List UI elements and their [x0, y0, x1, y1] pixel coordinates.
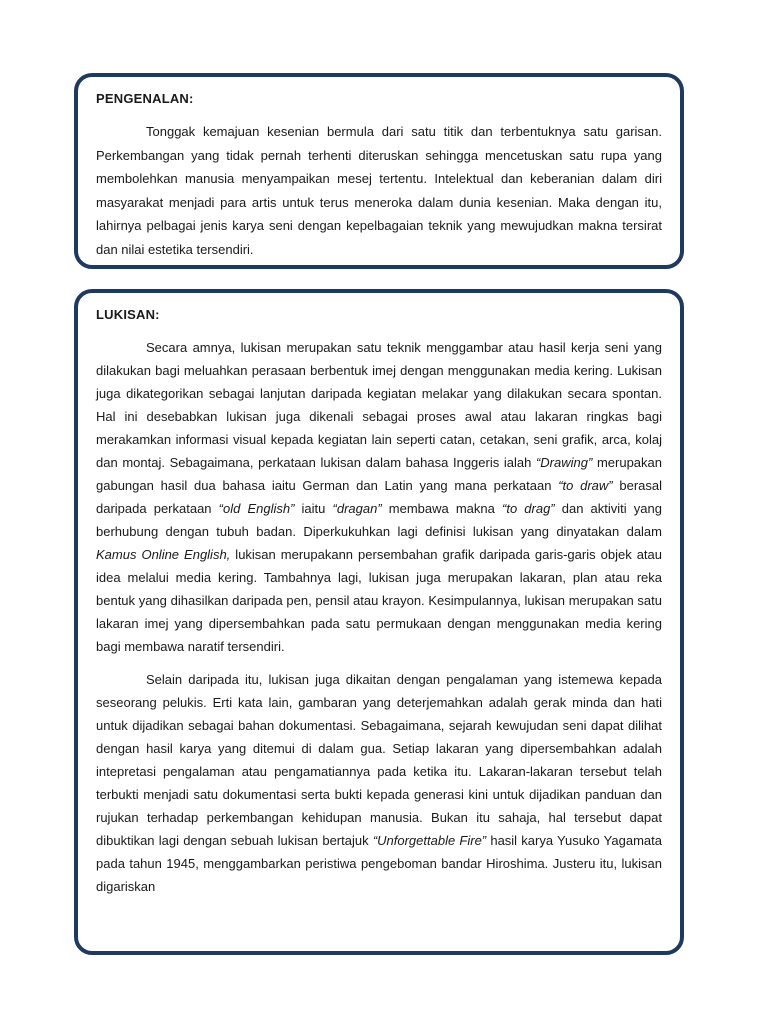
section-heading: PENGENALAN:: [96, 91, 194, 106]
italic-text: “Unforgettable Fire”: [372, 833, 487, 848]
paragraph-text: Secara amnya, lukisan merupakan satu teknik menggambar atau hasil kerja seni yang dilakukan bagi meluahkan perasaan berbentuk imej dengan menggunakan media kering. Lukisan juga dikategorikan sebagai lanjutan daripada kegiatan melakar yang dilakukan secara spontan. Hal ini desebabkan lukisan juga dikenali sebagai proses awal atau lakaran ringkas bagi merakamkan informasi visual kepada kegiatan lain seperti catan, cetakan, seni grafik, arca, kolaj dan montaj. Sebagaimana, perkataan lukisan dalam bahasa Inggeris ialah: [96, 340, 662, 470]
body-paragraph: [96, 668, 662, 898]
section-box-pengenalan: [74, 73, 684, 269]
paragraph-text: merupakan gabungan hasil dua bahasa iaitu German dan Latin yang mana perkataan: [96, 455, 662, 493]
italic-text: “old English”: [218, 501, 295, 516]
section-body: [96, 120, 662, 261]
body-paragraph: [96, 336, 662, 658]
paragraph-text: lukisan merupakann persembahan grafik daripada garis-garis objek atau idea melalui media kering. Tambahnya lagi, lukisan juga merupakan lakaran, plan atau reka bentuk yang dihasilkan daripada pen, pensil atau krayon. Kesimpulannya, lukisan merupakan satu lakaran imej yang dipersembahkan pada satu permukaan dengan menggunakan media kering bagi membawa naratif tersendiri.: [96, 547, 662, 654]
italic-text: “dragan”: [332, 501, 382, 516]
paragraph-text: Selain daripada itu, lukisan juga dikaitan dengan pengalaman yang istemewa kepada seseorang pelukis. Erti kata lain, gambaran yang deterjemahkan adalah gerak minda dan hati untuk dijadikan sebagai bahan dokumentasi. Sebagaimana, sejarah kewujudan seni dapat dilihat dengan hasil karya yang ditemui di dalam gua. Setiap lakaran yang dipersembahkan adalah intepretasi pengalaman atau pengamatiannya pada ketika itu. Lakaran-lakaran tersebut telah terbukti menjadi satu dokumentasi serta bukti kepada generasi kini untuk dijadikan panduan dan rujukan terhadap perkembangan kehidupan manusia. Bukan itu sahaja, hal tersebut dapat dibuktikan lagi dengan sebuah lukisan bertajuk: [96, 672, 662, 848]
italic-text: “Drawing”: [535, 455, 593, 470]
paragraph-text: iaitu: [294, 501, 333, 516]
paragraph-text: Tonggak kemajuan kesenian bermula dari satu titik dan terbentuknya satu garisan. Perkembangan yang tidak pernah terhenti diteruskan sehingga mencetuskan satu rupa yang membolehkan manusia menyampaikan mesej tertentu. Intelektual dan keberanian dalam diri masyarakat menjadi para artis untuk terus meneroka dalam dunia kesenian. Maka dengan itu, lahirnya pelbagai jenis karya seni dengan kepelbagaian teknik yang mewujudkan makna tersirat dan nilai estetika tersendiri.: [96, 124, 662, 257]
italic-text: “to draw”: [558, 478, 613, 493]
italic-text: “to drag”: [502, 501, 555, 516]
section-heading: LUKISAN:: [96, 307, 160, 322]
paragraph-text: membawa makna: [381, 501, 502, 516]
italic-text: Kamus Online English,: [96, 547, 231, 562]
paragraph-text: hasil karya Yusuko Yagamata pada tahun 1945, menggambarkan peristiwa pengeboman bandar Hiroshima. Justeru itu, lukisan digariskan: [96, 833, 662, 894]
section-body: [96, 336, 662, 898]
paragraph-text: berasal daripada perkataan: [96, 478, 662, 516]
body-paragraph: [96, 120, 662, 261]
section-box-lukisan: [74, 289, 684, 955]
paragraph-text: dan aktiviti yang berhubung dengan tubuh badan. Diperkukuhkan lagi definisi lukisan yang dinyatakan dalam: [96, 501, 662, 539]
